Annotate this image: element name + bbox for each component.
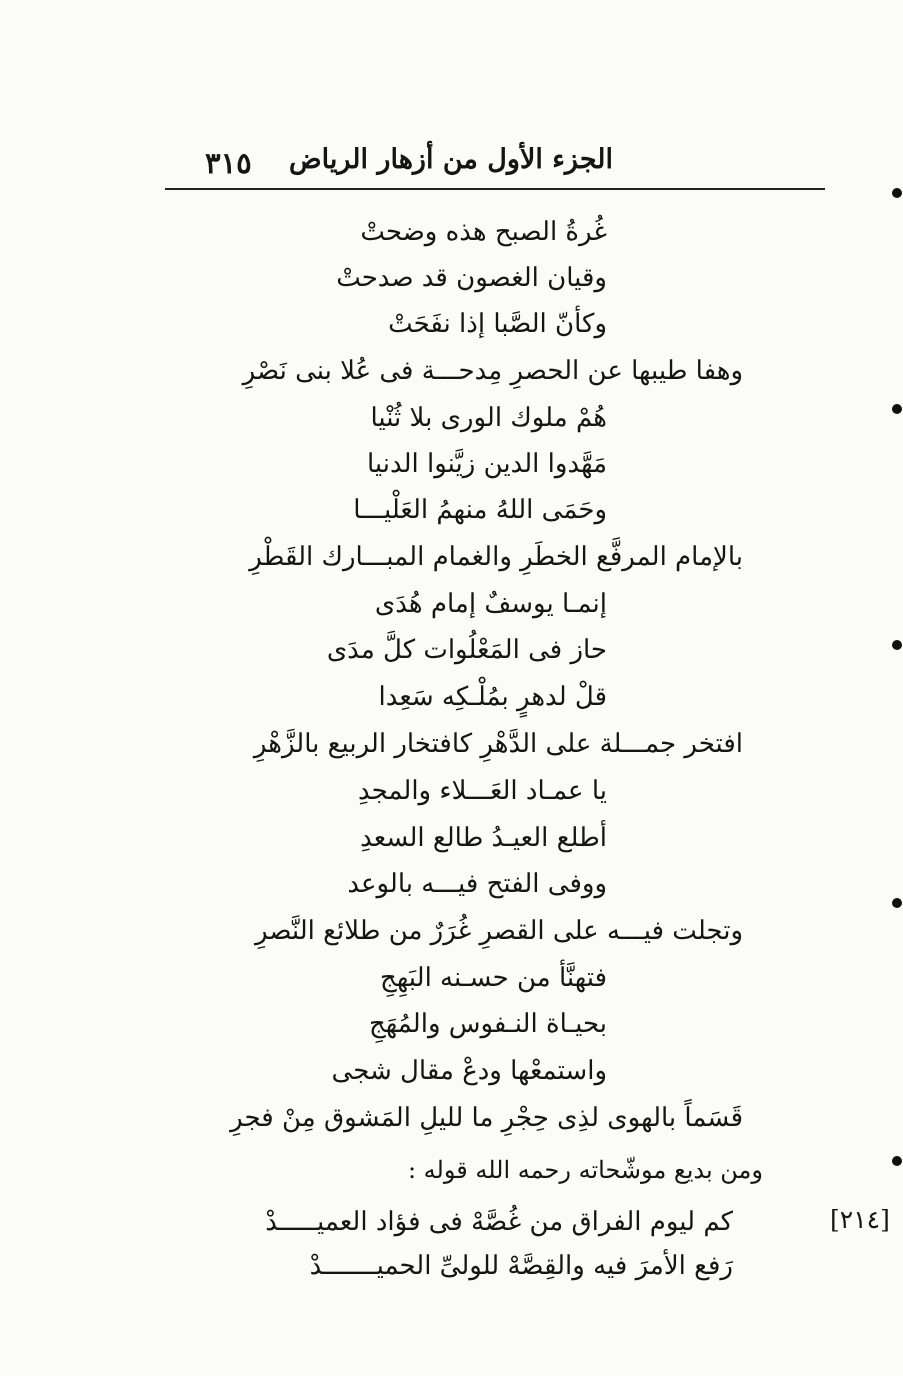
poem-line: وتجلت فيـــه على القصرِ غُرَرٌ من طلائع النَّصرِ bbox=[255, 916, 743, 946]
poem-line: حاز فى المَعْلُوات كلَّ مدَى bbox=[326, 635, 607, 665]
poem-line: هُمْ ملوك الورى بلا ثُنْيا bbox=[370, 403, 607, 433]
margin-mark bbox=[892, 640, 902, 650]
poem-line: بحيـاة النـفوس والمُهَجِ bbox=[369, 1009, 607, 1039]
margin-mark bbox=[892, 188, 902, 198]
poem-line: قَسَماً بالهوى لذِى حِجْرِ ما لليلِ المَشوق مِنْ فجرِ bbox=[230, 1103, 743, 1133]
poem-line: افتخر جمـــلة على الدَّهْرِ كافتخار الربيع بالزَّهْرِ bbox=[253, 729, 743, 759]
poem-line: ووفى الفتح فيـــه بالوعد bbox=[347, 869, 607, 899]
side-reference-number: [٢١٤] bbox=[830, 1205, 890, 1234]
poem-line: مَهَّدوا الدين زيَّنوا الدنيا bbox=[366, 449, 607, 479]
poem-line: وحَمَى اللهُ منهمُ العَلْيـــا bbox=[353, 495, 607, 525]
poem-line: غُرةُ الصبح هذه وضحتْ bbox=[360, 217, 607, 247]
poem-line: رَفع الأمرَ فيه والقِصَّهْ للولىِّ الحميـــــــدْ bbox=[309, 1251, 733, 1281]
poem-line: وقيان الغصون قد صدحتْ bbox=[336, 263, 607, 293]
poem-line: إنمـا يوسفٌ إمام هُدَى bbox=[374, 589, 607, 619]
page-number: ٣١٥ bbox=[205, 146, 252, 180]
poem-line: بالإمام المرفَّع الخطَرِ والغمام المبـــارك القَطْرِ bbox=[249, 542, 743, 572]
poem-line: فتهنَّأ من حسـنه البَهِجِ bbox=[380, 963, 607, 993]
margin-mark bbox=[892, 404, 902, 414]
poem-line: كم ليوم الفراق من غُصَّهْ فى فؤاد العميـــــدْ bbox=[265, 1207, 733, 1237]
margin-mark bbox=[892, 898, 902, 908]
poem-line: يا عمـاد العَـــلاء والمجدِ bbox=[357, 776, 607, 806]
intro-line: ومن بديع موشّحاته رحمه الله قوله : bbox=[407, 1156, 763, 1184]
running-title: الجزء الأول من أزهار الرياض bbox=[289, 144, 613, 175]
poem-line: وكأنّ الصَّبا إذا نفَحَتْ bbox=[388, 309, 607, 339]
poem-line: واستمعْها ودعْ مقال شجى bbox=[331, 1056, 607, 1086]
poem-line: أطلع العيـدُ طالع السعدِ bbox=[360, 823, 607, 853]
page-header bbox=[165, 140, 825, 190]
poem-line: وهفا طيبها عن الحصرِ مِدحـــة فى عُلا بنى نَصْرِ bbox=[242, 356, 743, 386]
poem-line: قلْ لدهرٍ بمُلْـكِه سَعِدا bbox=[378, 682, 607, 712]
margin-mark bbox=[892, 1156, 902, 1166]
